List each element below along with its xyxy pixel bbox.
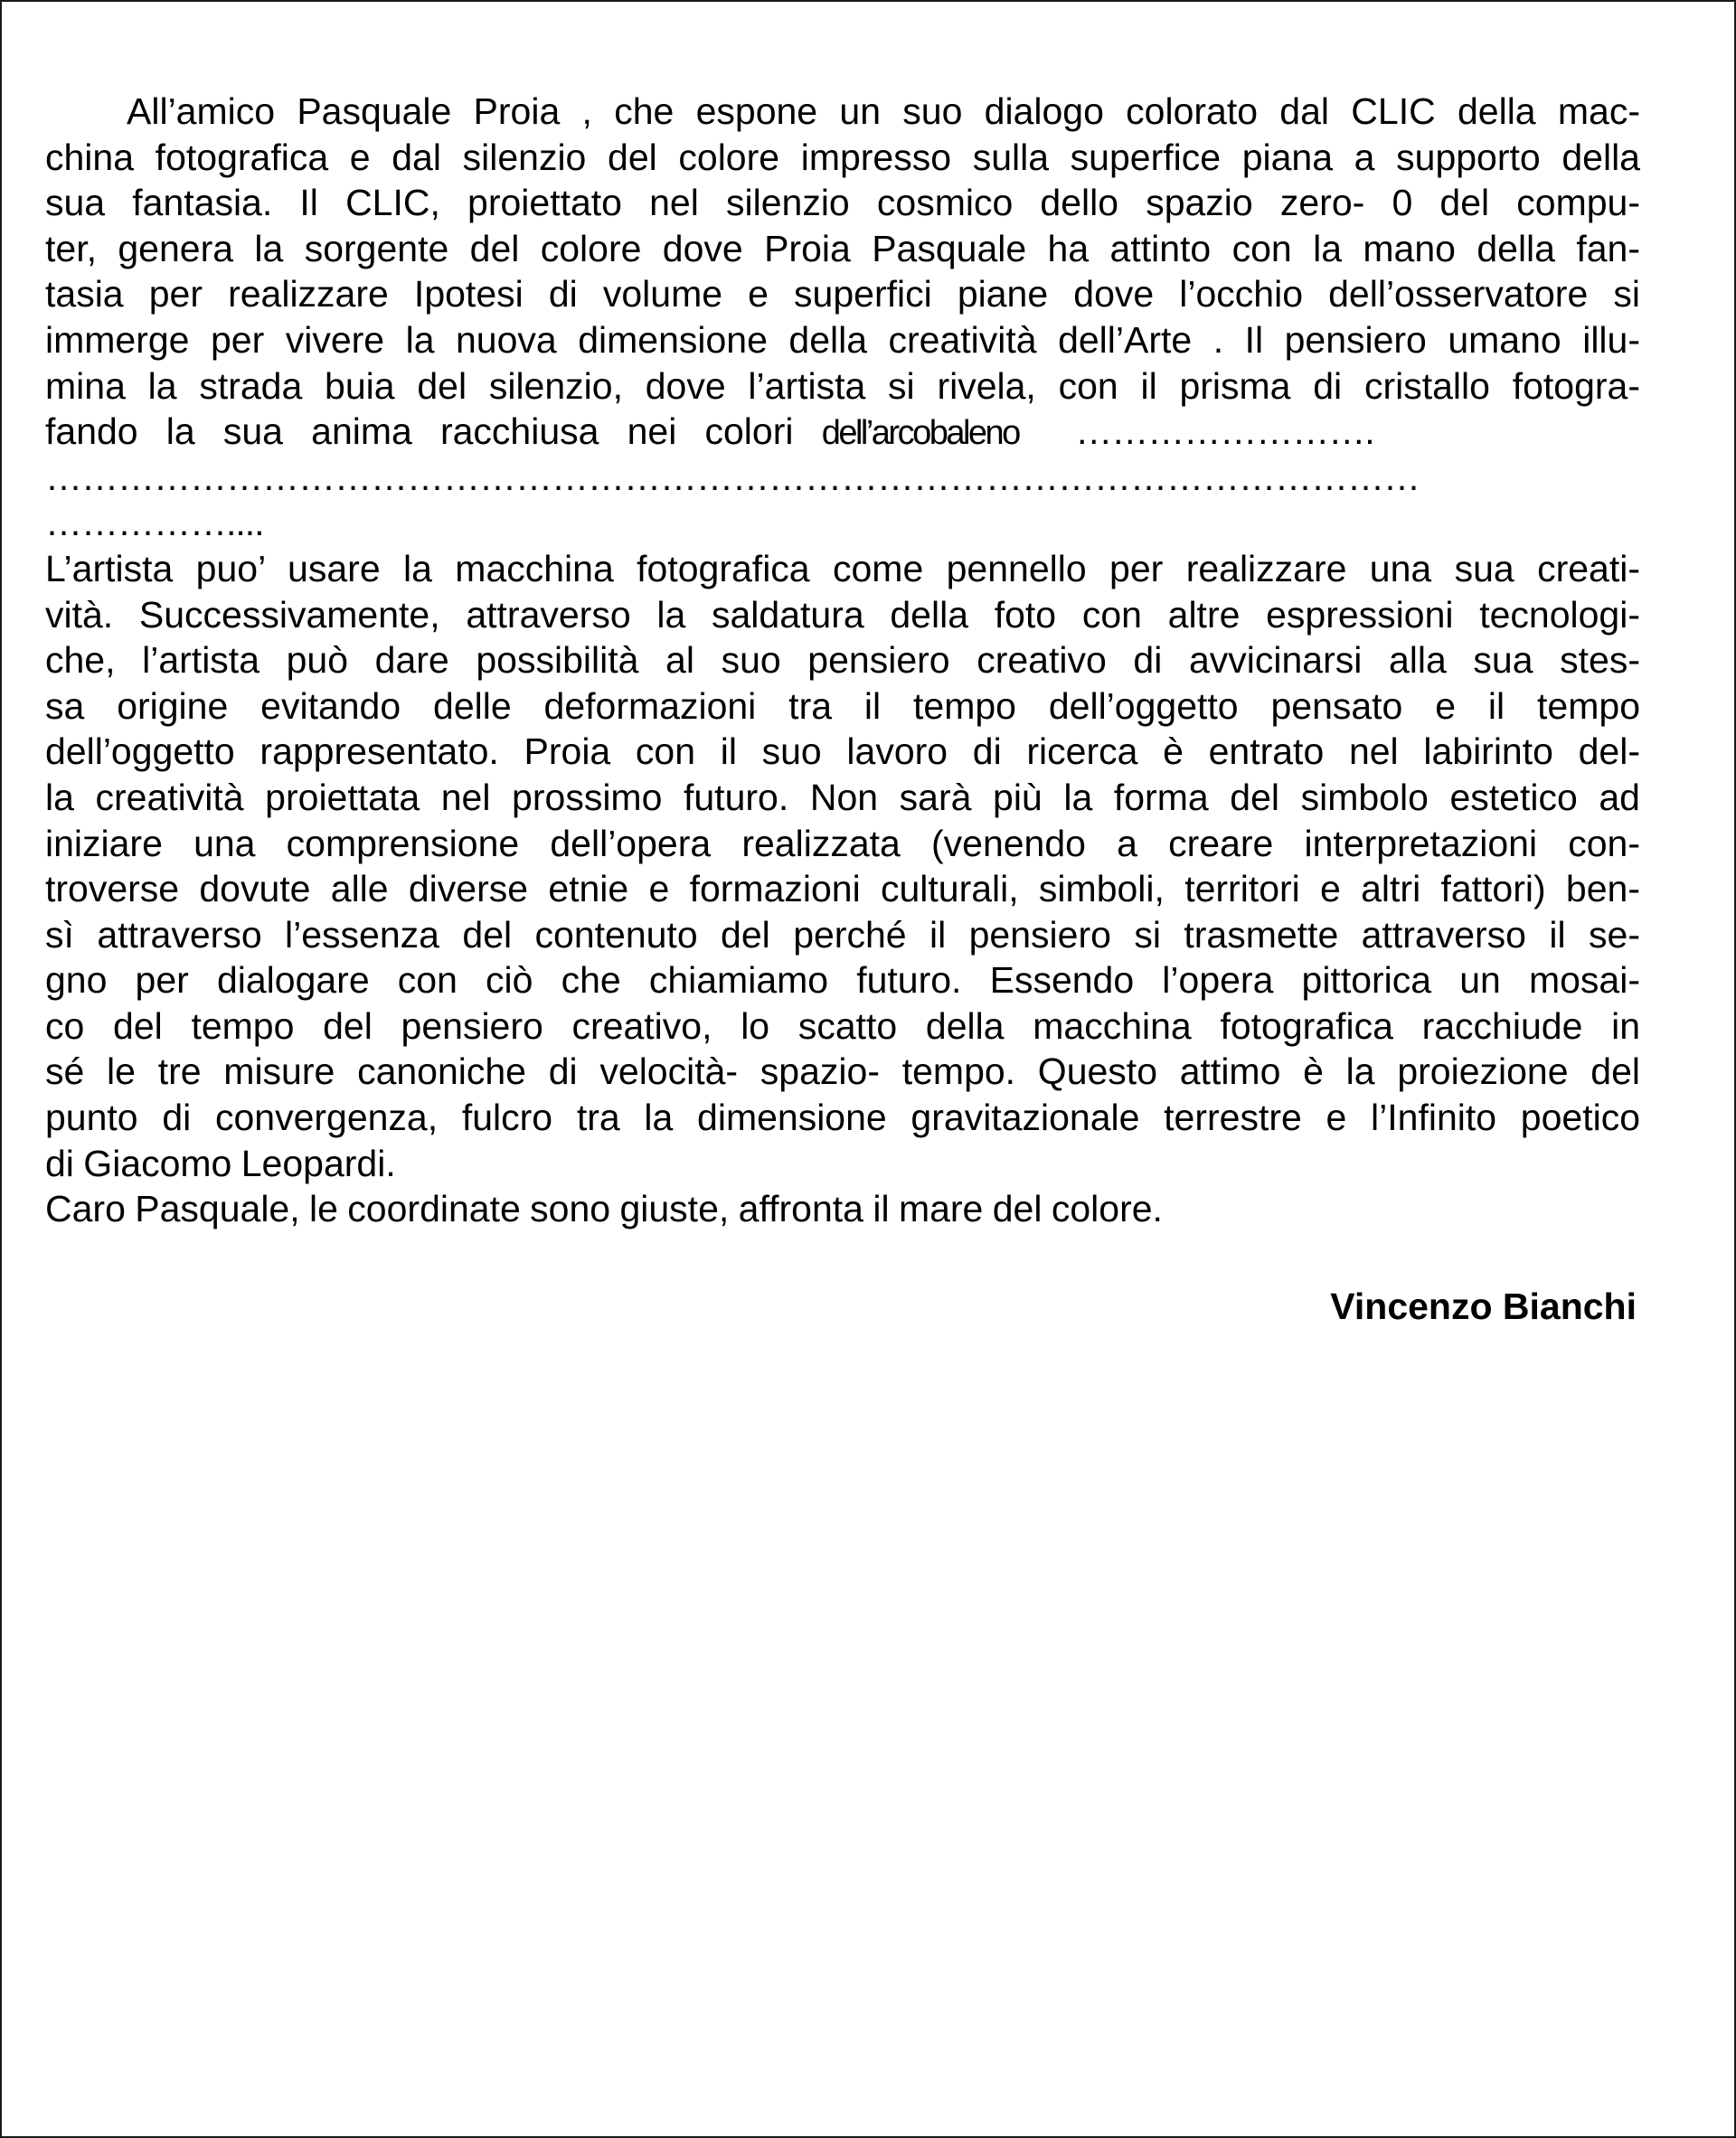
trailing-dots: ……………………. (1075, 410, 1374, 453)
paragraph-1-line: tasia per realizzare Ipotesi di volume e superfici piane dove l’occhio dell’osservatore si (45, 273, 1640, 316)
condensed-word: dell’arcobaleno (821, 414, 1019, 453)
paragraph-2-line: sì attraverso l’essenza del contenuto del perché il pensiero si trasmette attraverso il se- (45, 913, 1640, 956)
dots-line: …………………………………………………………………………………………………… (45, 456, 1420, 498)
paragraph-2-line: vità. Successivamente, attraverso la saldatura della foto con altre espressioni tecnologi- (45, 593, 1640, 636)
signature: Vincenzo Bianchi (1330, 1286, 1637, 1327)
paragraph-1-line: china fotografica e dal silenzio del colore impresso sulla superfice piana a supporto della (45, 136, 1640, 178)
paragraph-2-end-line: di Giacomo Leopardi. (45, 1142, 396, 1184)
paragraph-1-last-text: fando la sua anima racchiusa nei colori (45, 410, 794, 453)
paragraph-2-line: sa origine evitando delle deformazioni tra il tempo dell’oggetto pensato e il tempo (45, 684, 1640, 727)
paragraph-2-line: sé le tre misure canoniche di velocità- spazio- tempo. Questo attimo è la proiezione del (45, 1050, 1640, 1093)
paragraph-1-line: sua fantasia. Il CLIC, proiettato nel silenzio cosmico dello spazio zero- 0 del compu- (45, 182, 1640, 224)
paragraph-2-line: L’artista puo’ usare la macchina fotografica come pennello per realizzare una sua creati- (45, 547, 1640, 589)
paragraph-2-line: la creatività proiettata nel prossimo futuro. Non sarà più la forma del simbolo estetico ad (45, 776, 1640, 818)
closing-line: Caro Pasquale, le coordinate sono giuste, affronta il mare del colore. (45, 1188, 1163, 1230)
paragraph-2-line: dell’oggetto rappresentato. Proia con il suo lavoro di ricerca è entrato nel labirinto del- (45, 730, 1640, 773)
paragraph-2-line: co del tempo del pensiero creativo, lo scatto della macchina fotografica racchiude in (45, 1004, 1640, 1047)
paragraph-2-line: punto di convergenza, fulcro tra la dimensione gravitazionale terrestre e l’Infinito poetico (45, 1097, 1640, 1139)
letter-body (45, 89, 1640, 1232)
paragraph-2-line: che, l’artista può dare possibilità al suo pensiero creativo di avvicinarsi alla sua stes- (45, 639, 1640, 682)
paragraph-1-last-line (45, 409, 1640, 455)
paragraph-1-line: mina la strada buia del silenzio, dove l’artista si rivela, con il prisma di cristallo fotogra- (45, 364, 1640, 407)
paragraph-1-line: immerge per vivere la nuova dimensione della creatività dell’Arte . Il pensiero umano illu- (45, 318, 1640, 361)
paragraph-2-line: gno per dialogare con ciò che chiamiamo futuro. Essendo l’opera pittorica un mosai- (45, 959, 1640, 1002)
paragraph-2-line: troverse dovute alle diverse etnie e formazioni culturali, simboli, territori e altri fattori) ben- (45, 868, 1640, 910)
paragraph-1-line: All’amico Pasquale Proia , che espone un suo dialogo colorato dal CLIC della mac- (127, 90, 1640, 132)
paragraph-2-line: iniziare una comprensione dell’opera realizzata (venendo a creare interpretazioni con- (45, 822, 1640, 864)
dots-line: …………….... (45, 502, 264, 544)
paragraph-1-line: ter, genera la sorgente del colore dove Proia Pasquale ha attinto con la mano della fan- (45, 227, 1640, 269)
